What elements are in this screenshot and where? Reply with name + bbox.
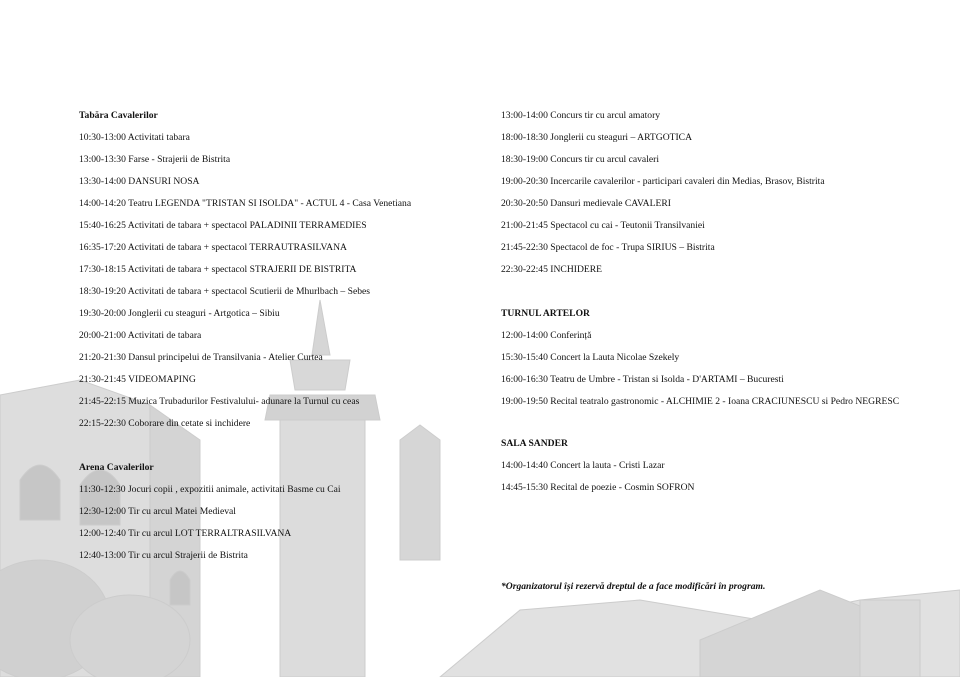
schedule-item: 18:30-19:20 Activitati de tabara + spectacol Scutierii de Mhurlbach – Sebes bbox=[79, 286, 371, 297]
schedule-item: 21:20-21:30 Dansul principelui de Transilvania - Atelier Curtea bbox=[79, 352, 323, 363]
schedule-item: 12:30-12:00 Tir cu arcul Matei Medieval bbox=[79, 506, 236, 517]
schedule-item: 13:00-14:00 Concurs tir cu arcul amatory bbox=[501, 110, 661, 121]
schedule-item: 12:00-12:40 Tir cu arcul LOT TERRALTRASILVANA bbox=[79, 528, 292, 539]
left-column bbox=[79, 105, 479, 567]
schedule-item: 12:00-14:00 Conferință bbox=[501, 330, 592, 341]
schedule-item: 13:30-14:00 DANSURI NOSA bbox=[79, 176, 200, 187]
schedule-item: 13:00-13:30 Farse - Strajerii de Bistrita bbox=[79, 154, 231, 165]
schedule-item: 19:30-20:00 Jonglerii cu steaguri - Artgotica – Sibiu bbox=[79, 308, 280, 319]
schedule-item: 14:00-14:40 Concert la lauta - Cristi Lazar bbox=[501, 460, 665, 471]
schedule-item: 11:30-12:30 Jocuri copii , expozitii animale, activitati Basme cu Cai bbox=[79, 484, 341, 495]
schedule-item: 17:30-18:15 Activitati de tabara + spectacol STRAJERII DE BISTRITA bbox=[79, 264, 357, 275]
schedule-item: 22:15-22:30 Coborare din cetate si inchidere bbox=[79, 418, 251, 429]
schedule-item: 21:45-22:15 Muzica Trubadurilor Festivalului- adunare la Turnul cu ceas bbox=[79, 396, 360, 407]
schedule-item: 20:00-21:00 Activitati de tabara bbox=[79, 330, 202, 341]
schedule-item: 20:30-20:50 Dansuri medievale CAVALERI bbox=[501, 198, 671, 209]
schedule-item: 14:00-14:20 Teatru LEGENDA "TRISTAN SI ISOLDA" - ACTUL 4 - Casa Venetiana bbox=[79, 198, 412, 209]
schedule-item: 16:00-16:30 Teatru de Umbre - Tristan si Isolda - D'ARTAMI – Bucuresti bbox=[501, 374, 784, 385]
schedule-item: 18:30-19:00 Concurs tir cu arcul cavaleri bbox=[501, 154, 659, 165]
section-title-arena: Arena Cavalerilor bbox=[79, 462, 154, 473]
schedule-item: 22:30-22:45 INCHIDERE bbox=[501, 264, 602, 275]
schedule-item: 21:00-21:45 Spectacol cu cai - Teutonii Transilvaniei bbox=[501, 220, 705, 231]
section-title-tabara: Tabăra Cavalerilor bbox=[79, 110, 158, 121]
schedule-item: 15:30-15:40 Concert la Lauta Nicolae Szekely bbox=[501, 352, 680, 363]
organizer-disclaimer: *Organizatorul își rezervă dreptul de a face modificări în program. bbox=[501, 581, 766, 592]
schedule-item: 16:35-17:20 Activitati de tabara + spectacol TERRAUTRASILVANA bbox=[79, 242, 347, 253]
section-title-sala-sander: SALA SANDER bbox=[501, 438, 568, 449]
schedule-item: 21:30-21:45 VIDEOMAPING bbox=[79, 374, 196, 385]
section-title-turnul-artelor: TURNUL ARTELOR bbox=[501, 308, 590, 319]
schedule-item: 10:30-13:00 Activitati tabara bbox=[79, 132, 190, 143]
schedule-item: 19:00-20:30 Incercarile cavalerilor - participari cavaleri din Medias, Brasov, Bistrita bbox=[501, 176, 825, 187]
schedule-item: 18:00-18:30 Jonglerii cu steaguri – ARTGOTICA bbox=[501, 132, 693, 143]
schedule-item: 14:45-15:30 Recital de poezie - Cosmin SOFRON bbox=[501, 482, 695, 493]
schedule-item: 21:45-22:30 Spectacol de foc - Trupa SIRIUS – Bistrita bbox=[501, 242, 715, 253]
right-column bbox=[501, 105, 901, 499]
schedule-item: 12:40-13:00 Tir cu arcul Strajerii de Bistrita bbox=[79, 550, 248, 561]
schedule-item: 19:00-19:50 Recital teatralo gastronomic - ALCHIMIE 2 - Ioana CRACIUNESCU si Pedro NEGRESC bbox=[501, 396, 900, 407]
schedule-item: 15:40-16:25 Activitati de tabara + spectacol PALADINII TERRAMEDIES bbox=[79, 220, 367, 231]
